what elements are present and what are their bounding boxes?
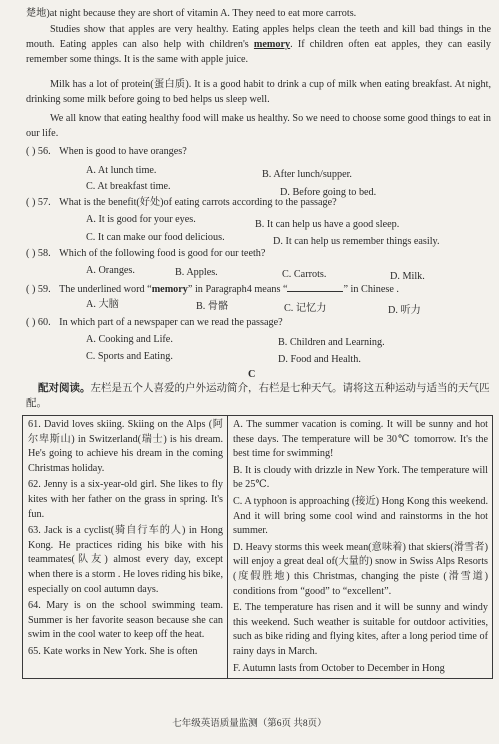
matching-table bbox=[22, 415, 493, 679]
section-c-title: 配对阅读。 bbox=[38, 382, 91, 394]
question-59: ( ) 59. The underlined word “memory” in Paragraph4 means “ ” in Chinese . bbox=[26, 284, 399, 295]
weather-b: B. It is cloudy with drizzle in New York. The temperature will be 25℃. bbox=[233, 464, 488, 491]
weather-c: C. A typhoon is approaching (接近) Hong Kong this weekend. And it will bring some cool wind and rainstorms in the hot summer. bbox=[233, 495, 488, 537]
passage-paragraph-conclusion: We all know that eating healthy food will make us healthy. So we need to choose some good things to eat in our life. bbox=[26, 113, 491, 140]
q58-option-a[interactable]: A. Oranges. bbox=[86, 265, 135, 276]
q56-option-d[interactable]: D. Before going to bed. bbox=[280, 187, 377, 198]
q60-option-c[interactable]: C. Sports and Eating. bbox=[86, 351, 173, 362]
section-c-instruction: 配对阅读。左栏是五个人喜爱的户外运动简介，右栏是七种天气。请将这五种运动与适当的天气匹配。 bbox=[26, 382, 490, 409]
q59-option-b[interactable]: B. 骨骼 bbox=[196, 301, 229, 312]
question-60: ( ) 60. In which part of a newspaper can we read the passage? bbox=[26, 317, 283, 328]
underlined-word: memory bbox=[253, 39, 291, 51]
activity-63: 63. Jack is a cyclist(骑自行车的人) in Hong Kong. He practices riding his bike with his teammates(队友) almost every day, except when there is a storm . He loves riding his bike, especially on cool autumn days. bbox=[28, 525, 223, 595]
question-57: ( ) 57. What is the benefit(好处)of eating carrots according to the passage? bbox=[26, 197, 337, 208]
right-column-weather bbox=[228, 416, 493, 679]
passage-paragraph-apples: Studies show that apples are very healthy. Eating apples helps clean the teeth and kill bad things in the mouth. Eating apples can also help with children's memory. If children often eat apples, they can easily remember some things. It is the same with apple juice. bbox=[26, 24, 491, 66]
q56-option-a[interactable]: A. At lunch time. bbox=[86, 165, 157, 176]
q58-option-c[interactable]: C. Carrots. bbox=[282, 269, 327, 280]
activity-64: 64. Mary is on the school swimming team. Summer is her favorite season because she can swim in the cool water to keep off the heat. bbox=[28, 600, 223, 641]
weather-a: A. The summer vacation is coming. It will be sunny and hot these days. The temperature will be 30℃ tomorrow. It's the best time for swimming! bbox=[233, 419, 488, 460]
activity-62: 62. Jenny is a six-year-old girl. She likes to fly kites with her father on the grass in spring. It's fun. bbox=[28, 479, 223, 520]
q58-option-d[interactable]: D. Milk. bbox=[390, 271, 425, 282]
q60-option-d[interactable]: D. Food and Health. bbox=[278, 354, 361, 365]
passage-paragraph-milk: Milk has a lot of protein(蛋白质). It is a good habit to drink a cup of milk when eating breakfast. At night, drinking some milk before going to bed helps us sleep well. bbox=[26, 79, 491, 106]
section-letter: C bbox=[248, 369, 256, 380]
weather-d: D. Heavy storms this week mean(意味着) that skiers(滑雪者) will enjoy a great deal of(大量的) snow in Swiss Alps Resorts (度假胜地) this Christmas, changing the piste (滑雪道) conditions from “good” to “excellent”. bbox=[233, 541, 488, 597]
q58-option-b[interactable]: B. Apples. bbox=[175, 267, 218, 278]
question-56: ( ) 56. When is good to have oranges? bbox=[26, 146, 187, 157]
passage-line-0: 楚地)at night because they are short of vitamin A. They need to eat more carrots. bbox=[26, 8, 357, 19]
q57-option-d[interactable]: D. It can help us remember things easily. bbox=[273, 236, 440, 247]
q56-option-b[interactable]: B. After lunch/supper. bbox=[262, 169, 352, 180]
weather-f: F. Autumn lasts from October to December in Hong bbox=[233, 662, 445, 674]
q59-answer-blank[interactable] bbox=[287, 282, 343, 292]
q57-option-b[interactable]: B. It can help us have a good sleep. bbox=[255, 219, 400, 230]
left-column-activities bbox=[23, 416, 228, 679]
activity-65: 65. Kate works in New York. She is often bbox=[28, 645, 198, 657]
q60-option-a[interactable]: A. Cooking and Life. bbox=[86, 334, 173, 345]
question-58: ( ) 58. Which of the following food is good for our teeth? bbox=[26, 248, 266, 259]
q59-option-d[interactable]: D. 听力 bbox=[388, 305, 421, 316]
q57-option-a[interactable]: A. It is good for your eyes. bbox=[86, 214, 196, 225]
activity-61: 61. David loves skiing. Skiing on the Alps (阿尔卑斯山) in Switzerland(瑞士) is his dream. He's going to achieve his dream in the coming Christmas holiday. bbox=[28, 419, 223, 474]
q56-option-c[interactable]: C. At breakfast time. bbox=[86, 181, 171, 192]
q60-option-b[interactable]: B. Children and Learning. bbox=[278, 337, 385, 348]
weather-e: E. The temperature has risen and it will be sunny and windy this weekend. Such weather is suitable for outdoor activities, such as bike riding and flying kites, after a long period time of rainy days in March. bbox=[233, 602, 488, 657]
q59-option-c[interactable]: C. 记忆力 bbox=[284, 303, 327, 314]
q59-word: memory bbox=[151, 284, 188, 295]
page-footer: 七年级英语质量监测（第6页 共8页） bbox=[172, 719, 327, 729]
q57-option-c[interactable]: C. It can make our food delicious. bbox=[86, 232, 225, 243]
q59-option-a[interactable]: A. 大脑 bbox=[86, 299, 119, 310]
